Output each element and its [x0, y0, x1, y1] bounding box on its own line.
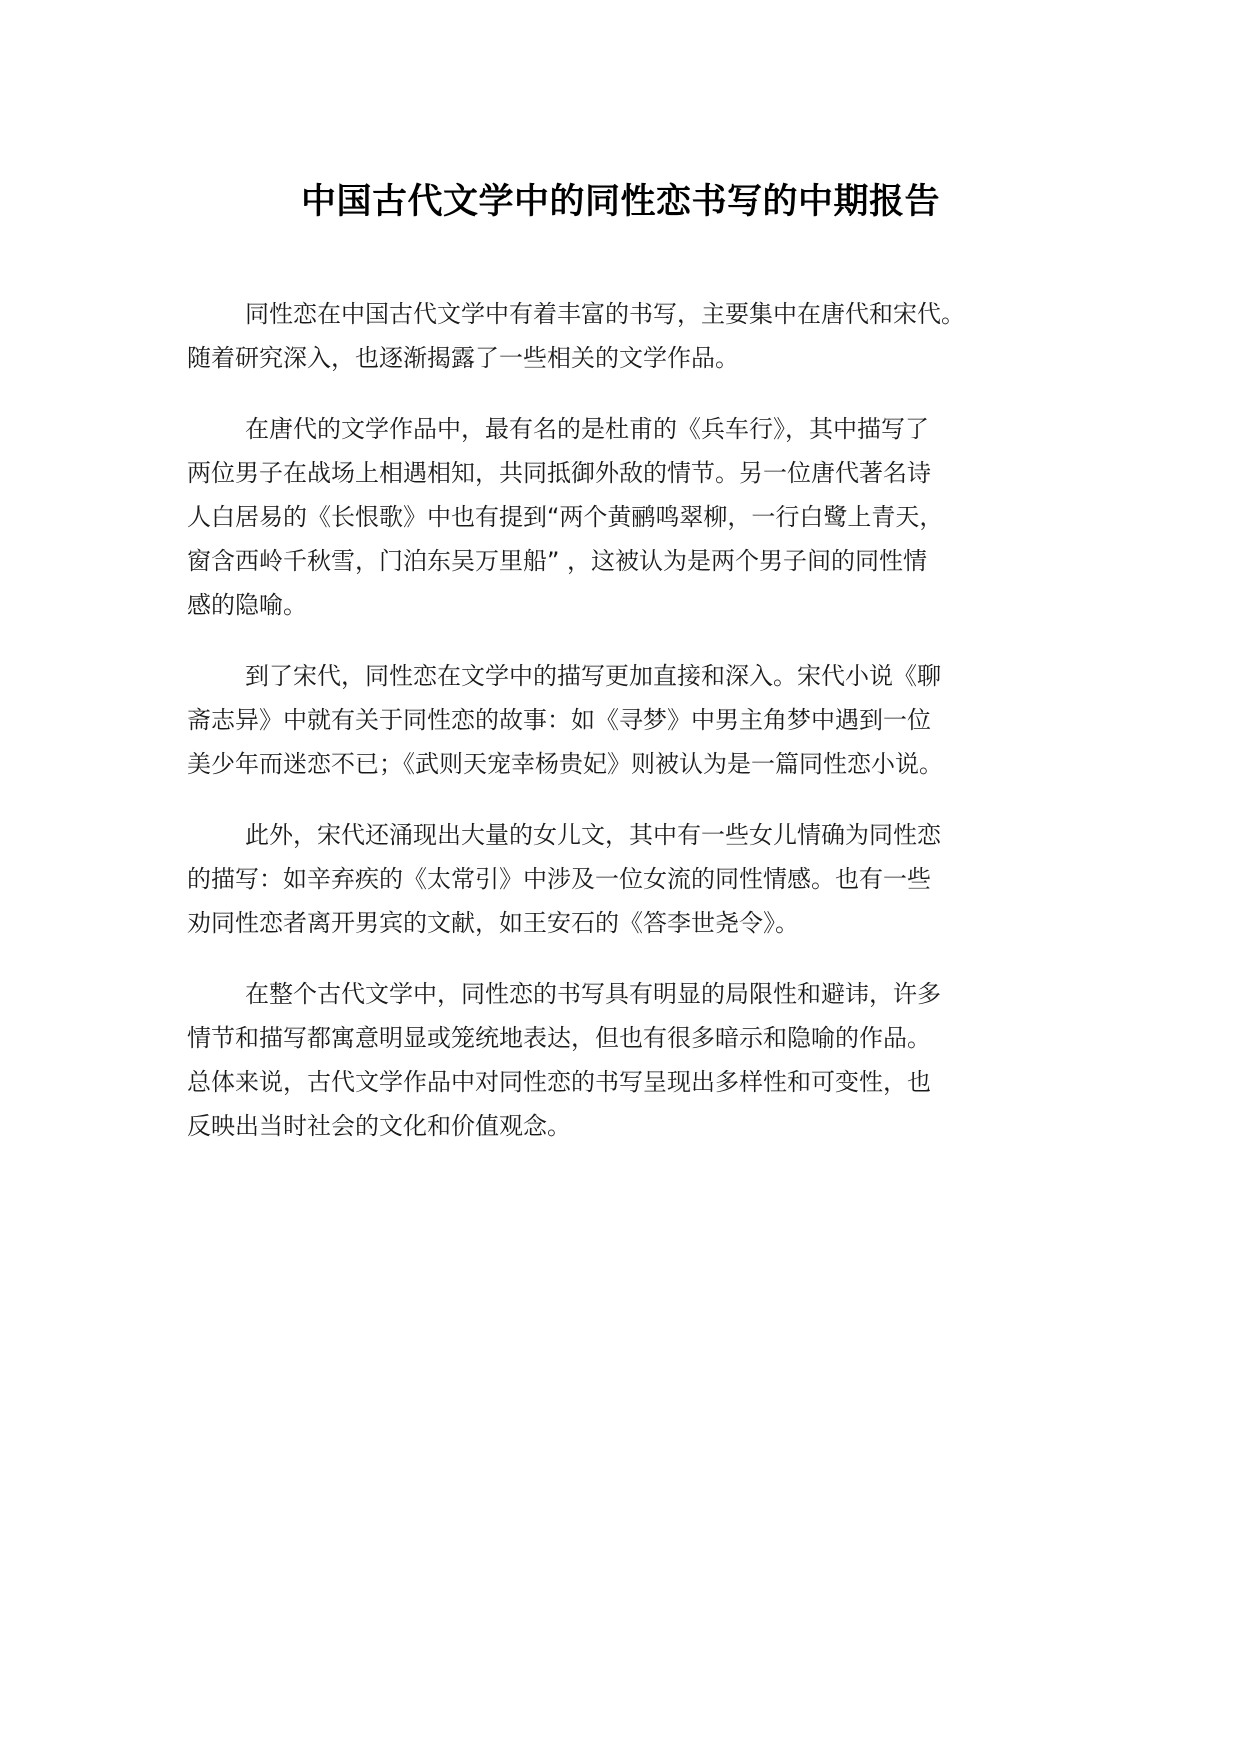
paragraph-line: 人白居易的《长恨歌》中也有提到“两个黄鹂鸣翠柳，一行白鹭上青天， [187, 503, 944, 531]
paragraph-line: 情节和描写都寓意明显或笼统地表达，但也有很多暗示和隐喻的作品。 [187, 1024, 931, 1052]
paragraph-2 [187, 407, 1087, 627]
document-title: 中国古代文学中的同性恋书写的中期报告 [300, 182, 940, 222]
paragraph-line: 此外，宋代还涌现出大量的女儿文，其中有一些女儿情确为同性恋 [245, 821, 941, 849]
paragraph-5 [187, 972, 1087, 1148]
paragraph-line: 在整个古代文学中，同性恋的书写具有明显的局限性和避讳，许多 [245, 980, 941, 1008]
paragraph-line: 斋志异》中就有关于同性恋的故事：如《寻梦》中男主角梦中遇到一位 [187, 706, 931, 734]
paragraph-line: 反映出当时社会的文化和价值观念。 [187, 1112, 571, 1140]
paragraph-line: 到了宋代，同性恋在文学中的描写更加直接和深入。宋代小说《聊 [245, 662, 941, 690]
document-body [187, 292, 1087, 1175]
paragraph-line: 随着研究深入，也逐渐揭露了一些相关的文学作品。 [187, 344, 739, 372]
paragraph-line: 美少年而迷恋不已；《武则天宠幸杨贵妃》则被认为是一篇同性恋小说。 [187, 750, 943, 778]
paragraph-line: 感的隐喻。 [187, 591, 307, 619]
paragraph-line: 在唐代的文学作品中，最有名的是杜甫的《兵车行》，其中描写了 [245, 415, 929, 443]
paragraph-1 [187, 292, 1087, 380]
paragraph-line: 两位男子在战场上相遇相知，共同抵御外敌的情节。另一位唐代著名诗 [187, 459, 931, 487]
paragraph-line: 总体来说，古代文学作品中对同性恋的书写呈现出多样性和可变性，也 [187, 1068, 931, 1096]
paragraph-line: 的描写：如辛弃疾的《太常引》中涉及一位女流的同性情感。也有一些 [187, 865, 931, 893]
paragraph-4 [187, 813, 1087, 945]
paragraph-line: 窗含西岭千秋雪，门泊东吴万里船” ，这被认为是两个男子间的同性情 [187, 547, 928, 575]
paragraph-line: 同性恋在中国古代文学中有着丰富的书写，主要集中在唐代和宋代。 [245, 300, 965, 328]
paragraph-line: 劝同性恋者离开男宾的文献，如王安石的《答李世尧令》。 [187, 909, 799, 937]
paragraph-3 [187, 654, 1087, 786]
